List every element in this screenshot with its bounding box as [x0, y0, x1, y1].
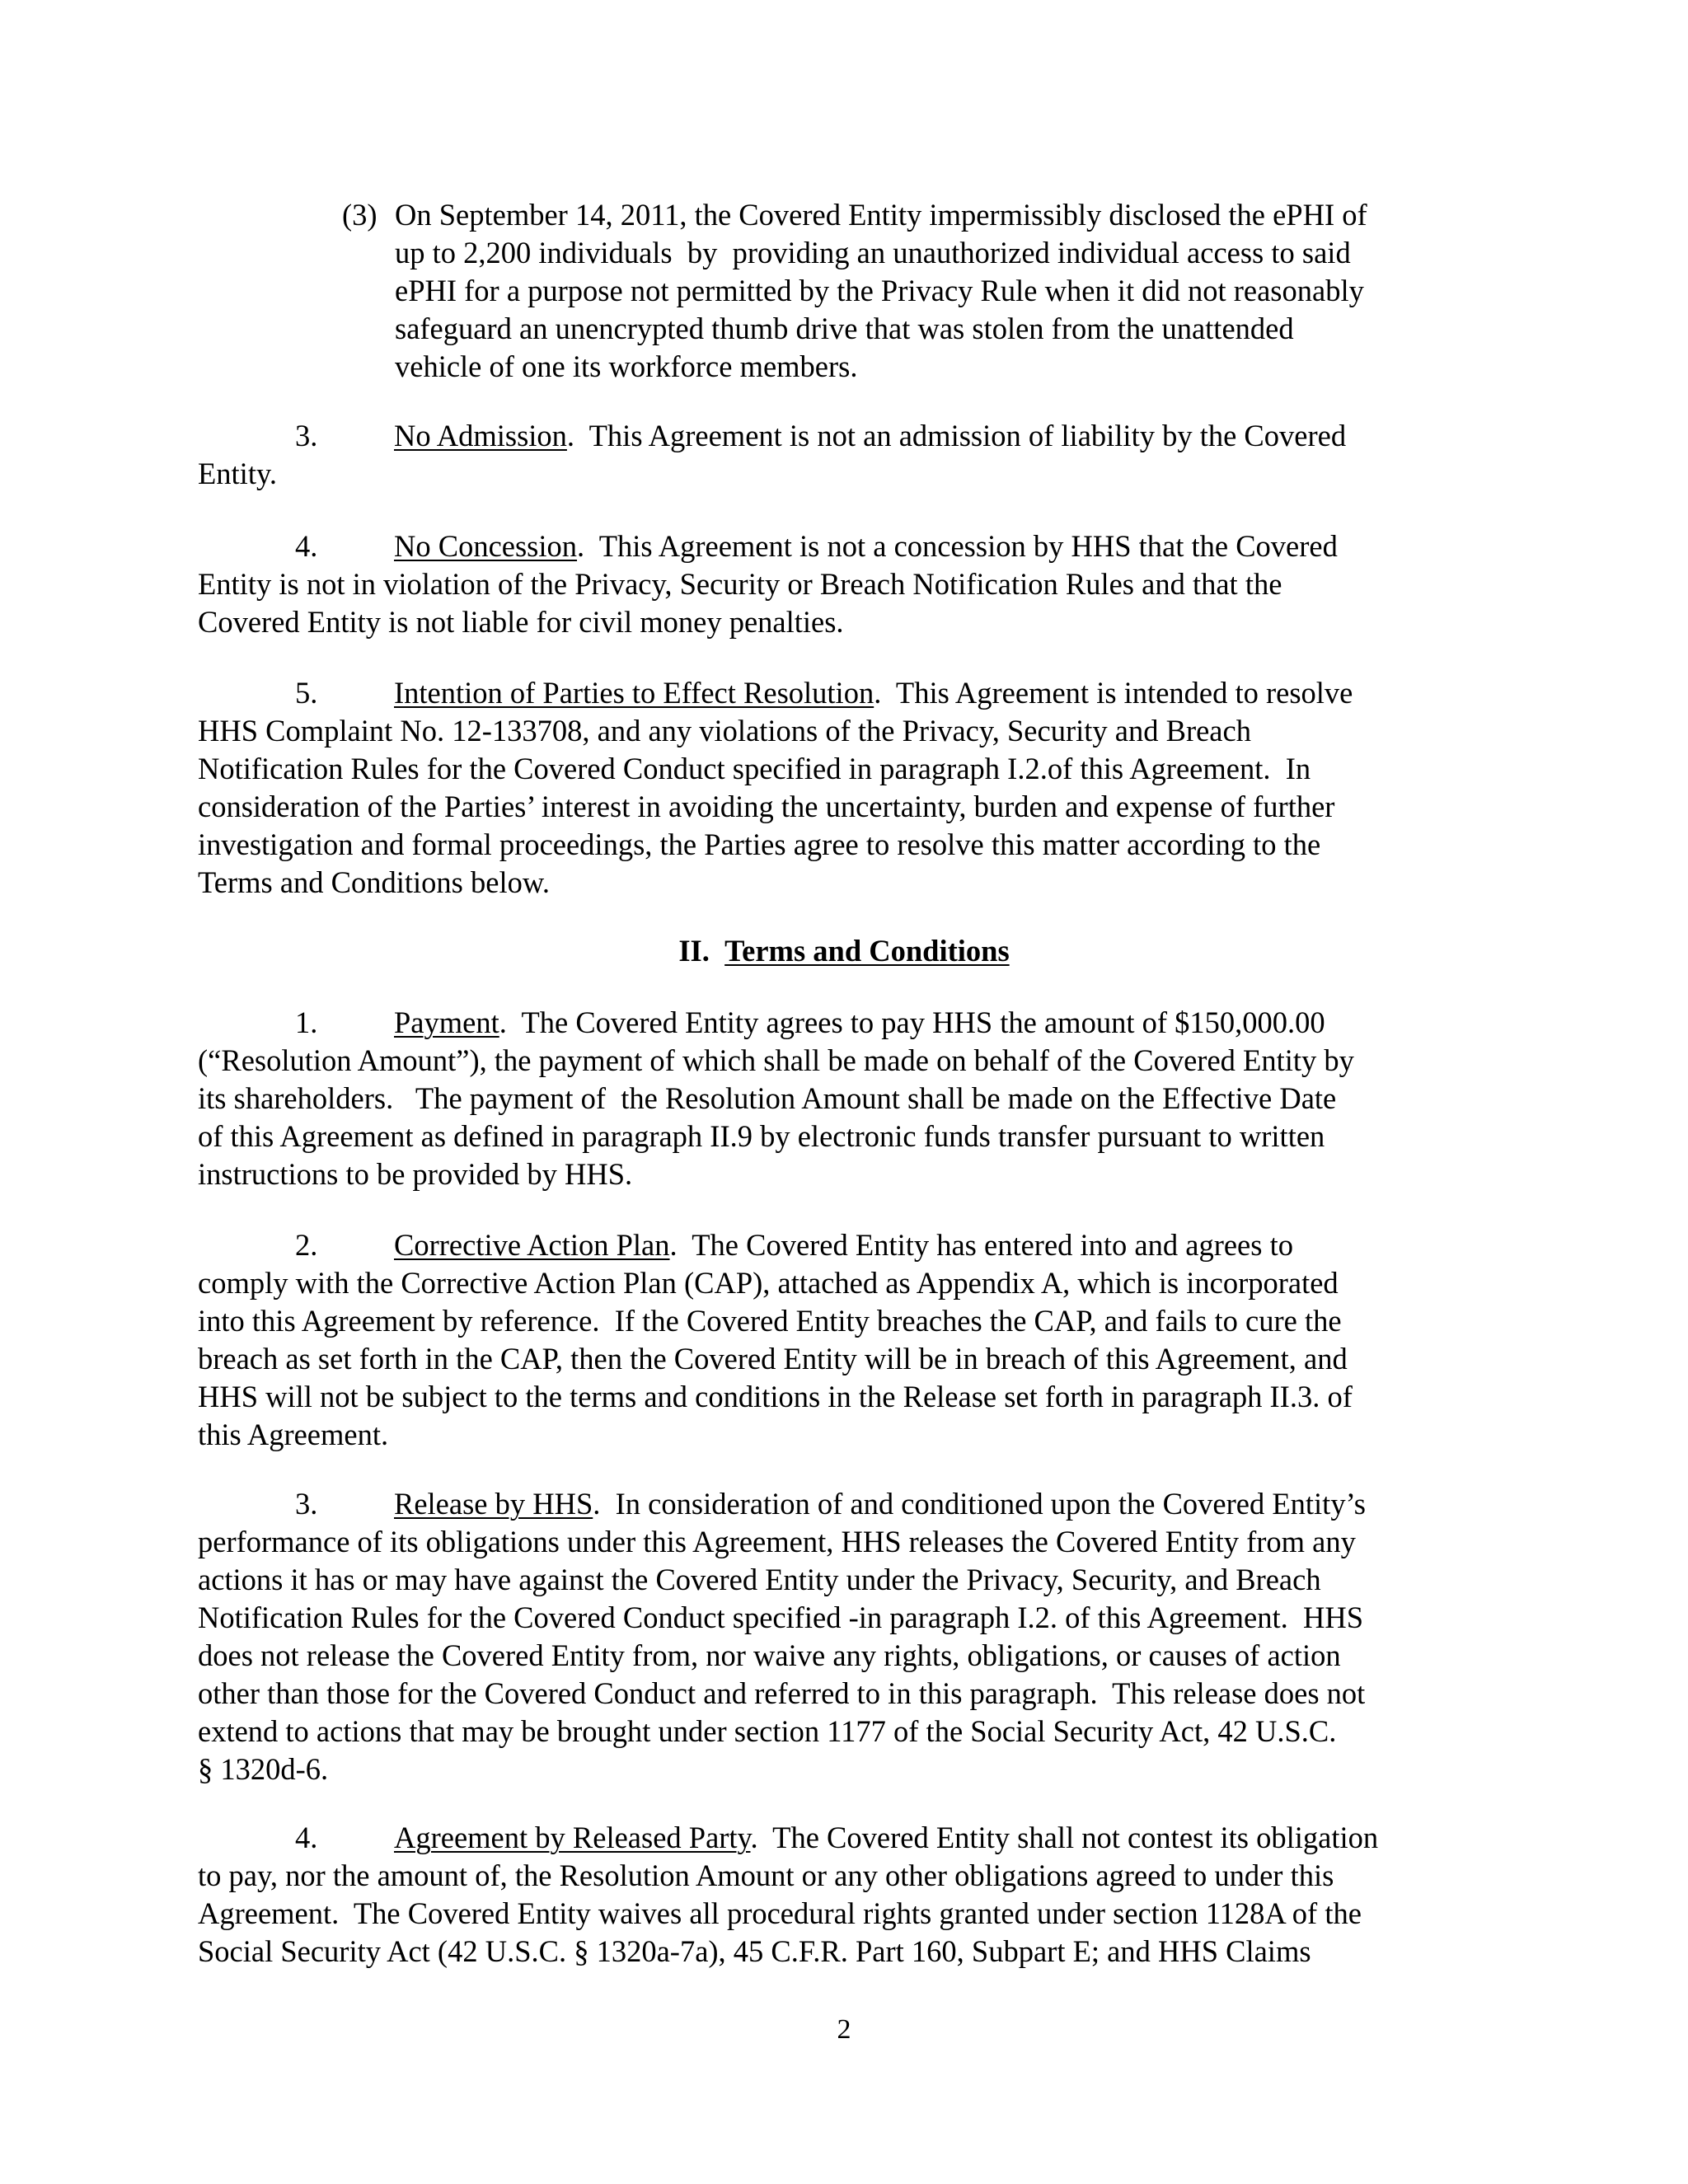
paragraph-no-concession [198, 527, 1496, 641]
text-line: On September 14, 2011, the Covered Entity impermissibly disclosed the ePHI of [395, 198, 1367, 232]
paragraph-number: 2. [295, 1228, 318, 1262]
text-line: this Agreement. [198, 1418, 389, 1451]
text-line: (“Resolution Amount”), the payment of which shall be made on behalf of the Covered Entity by [198, 1043, 1354, 1077]
paragraph-title: No Concession [394, 529, 578, 563]
paragraph-text: . This Agreement is intended to resolve [874, 676, 1353, 710]
paragraph-title: Agreement by Released Party [394, 1821, 751, 1854]
paragraph-title: Corrective Action Plan [394, 1228, 670, 1262]
text-line: investigation and formal proceedings, the Parties agree to resolve this matter according to the [198, 827, 1321, 861]
text-line: other than those for the Covered Conduct and referred to in this paragraph. This release does not [198, 1676, 1366, 1710]
text-line: HHS Complaint No. 12-133708, and any violations of the Privacy, Security and Breach [198, 714, 1251, 748]
list-marker: (3) [342, 198, 377, 232]
paragraph-text: . In consideration of and conditioned upon the Covered Entity’s [593, 1487, 1366, 1521]
paragraph-first-line [198, 527, 1496, 565]
paragraph-text: . The Covered Entity shall not contest its obligation [750, 1821, 1379, 1854]
paragraph-number: 3. [295, 419, 318, 452]
text-line: Entity is not in violation of the Privacy, Security or Breach Notification Rules and that the [198, 567, 1282, 601]
text-line: Notification Rules for the Covered Conduct specified -in paragraph I.2. of this Agreement. HHS [198, 1601, 1364, 1634]
text-line: Agreement. The Covered Entity waives all procedural rights granted under section 1128A of the [198, 1896, 1362, 1930]
text-line: § 1320d-6. [198, 1752, 329, 1786]
paragraph-payment [198, 1004, 1496, 1193]
paragraph-title: Intention of Parties to Effect Resolution [394, 676, 874, 710]
text-line: of this Agreement as defined in paragraph II.9 by electronic funds transfer pursuant to written [198, 1119, 1325, 1153]
paragraph-title: Payment [394, 1005, 499, 1039]
paragraph-number: 4. [295, 1821, 318, 1854]
section-heading-number: II. [678, 934, 710, 968]
text-line: Entity. [198, 457, 277, 490]
paragraph-intention [198, 674, 1496, 902]
text-line: up to 2,200 individuals by providing an unauthorized individual access to said [395, 236, 1351, 269]
text-line: safeguard an unencrypted thumb drive that was stolen from the unattended [395, 312, 1294, 345]
text-line: HHS will not be subject to the terms and conditions in the Release set forth in paragraph II.3. of [198, 1380, 1353, 1413]
paragraph-text: . This Agreement is not an admission of liability by the Covered [566, 419, 1347, 452]
text-line: Covered Entity is not liable for civil money penalties. [198, 605, 844, 639]
text-line: does not release the Covered Entity from, nor waive any rights, obligations, or causes of action [198, 1638, 1341, 1672]
text-line: performance of its obligations under this Agreement, HHS releases the Covered Entity from any [198, 1525, 1356, 1558]
paragraph-number: 5. [295, 676, 318, 710]
paragraph-first-line [198, 1226, 1496, 1264]
paragraph-text: . The Covered Entity has entered into and agrees to [669, 1228, 1293, 1262]
text-line: Terms and Conditions below. [198, 865, 550, 899]
text-line: ePHI for a purpose not permitted by the Privacy Rule when it did not reasonably [395, 274, 1364, 307]
paragraph-title: Release by HHS [394, 1487, 593, 1521]
section-heading-title: Terms and Conditions [724, 934, 1010, 968]
paragraph-number: 4. [295, 529, 318, 563]
text-line: into this Agreement by reference. If the Covered Entity breaches the CAP, and fails to cure the [198, 1304, 1342, 1338]
page-number: 2 [837, 2014, 851, 2045]
text-line: to pay, nor the amount of, the Resolution Amount or any other obligations agreed to under this [198, 1858, 1334, 1892]
text-line: extend to actions that may be brought under section 1177 of the Social Security Act, 42 U.S.C. [198, 1714, 1337, 1748]
text-line: consideration of the Parties’ interest in avoiding the uncertainty, burden and expense of further [198, 790, 1335, 823]
paragraph-release-by-hhs [198, 1485, 1496, 1788]
paragraph-first-line [198, 674, 1496, 712]
text-line: Notification Rules for the Covered Conduct specified in paragraph I.2.of this Agreement. In [198, 752, 1311, 785]
paragraph-first-line [198, 1485, 1496, 1523]
text-line: vehicle of one its workforce members. [395, 349, 858, 383]
paragraph-first-line [198, 1004, 1496, 1042]
text-line: breach as set forth in the CAP, then the Covered Entity will be in breach of this Agreement, and [198, 1342, 1348, 1376]
text-line: its shareholders. The payment of the Resolution Amount shall be made on the Effective Date [198, 1081, 1337, 1115]
text-line: actions it has or may have against the Covered Entity under the Privacy, Security, and Breach [198, 1563, 1321, 1596]
text-line: comply with the Corrective Action Plan (CAP), attached as Appendix A, which is incorporated [198, 1266, 1339, 1300]
paragraph-number: 1. [295, 1005, 318, 1039]
paragraph-corrective-action-plan [198, 1226, 1496, 1454]
paragraph-no-admission [198, 417, 1496, 493]
section-heading [0, 932, 1688, 970]
paragraph-title: No Admission [394, 419, 567, 452]
paragraph-first-line [198, 417, 1496, 455]
text-line: instructions to be provided by HHS. [198, 1157, 633, 1191]
paragraph-first-line [198, 1819, 1496, 1857]
text-line: Social Security Act (42 U.S.C. § 1320a-7a), 45 C.F.R. Part 160, Subpart E; and HHS Claims [198, 1934, 1311, 1968]
paragraph-text: . The Covered Entity agrees to pay HHS the amount of $150,000.00 [499, 1005, 1325, 1039]
paragraph-text: . This Agreement is not a concession by HHS that the Covered [577, 529, 1338, 563]
paragraph-number: 3. [295, 1487, 318, 1521]
paragraph-agreement-by-released-party [198, 1819, 1496, 1971]
